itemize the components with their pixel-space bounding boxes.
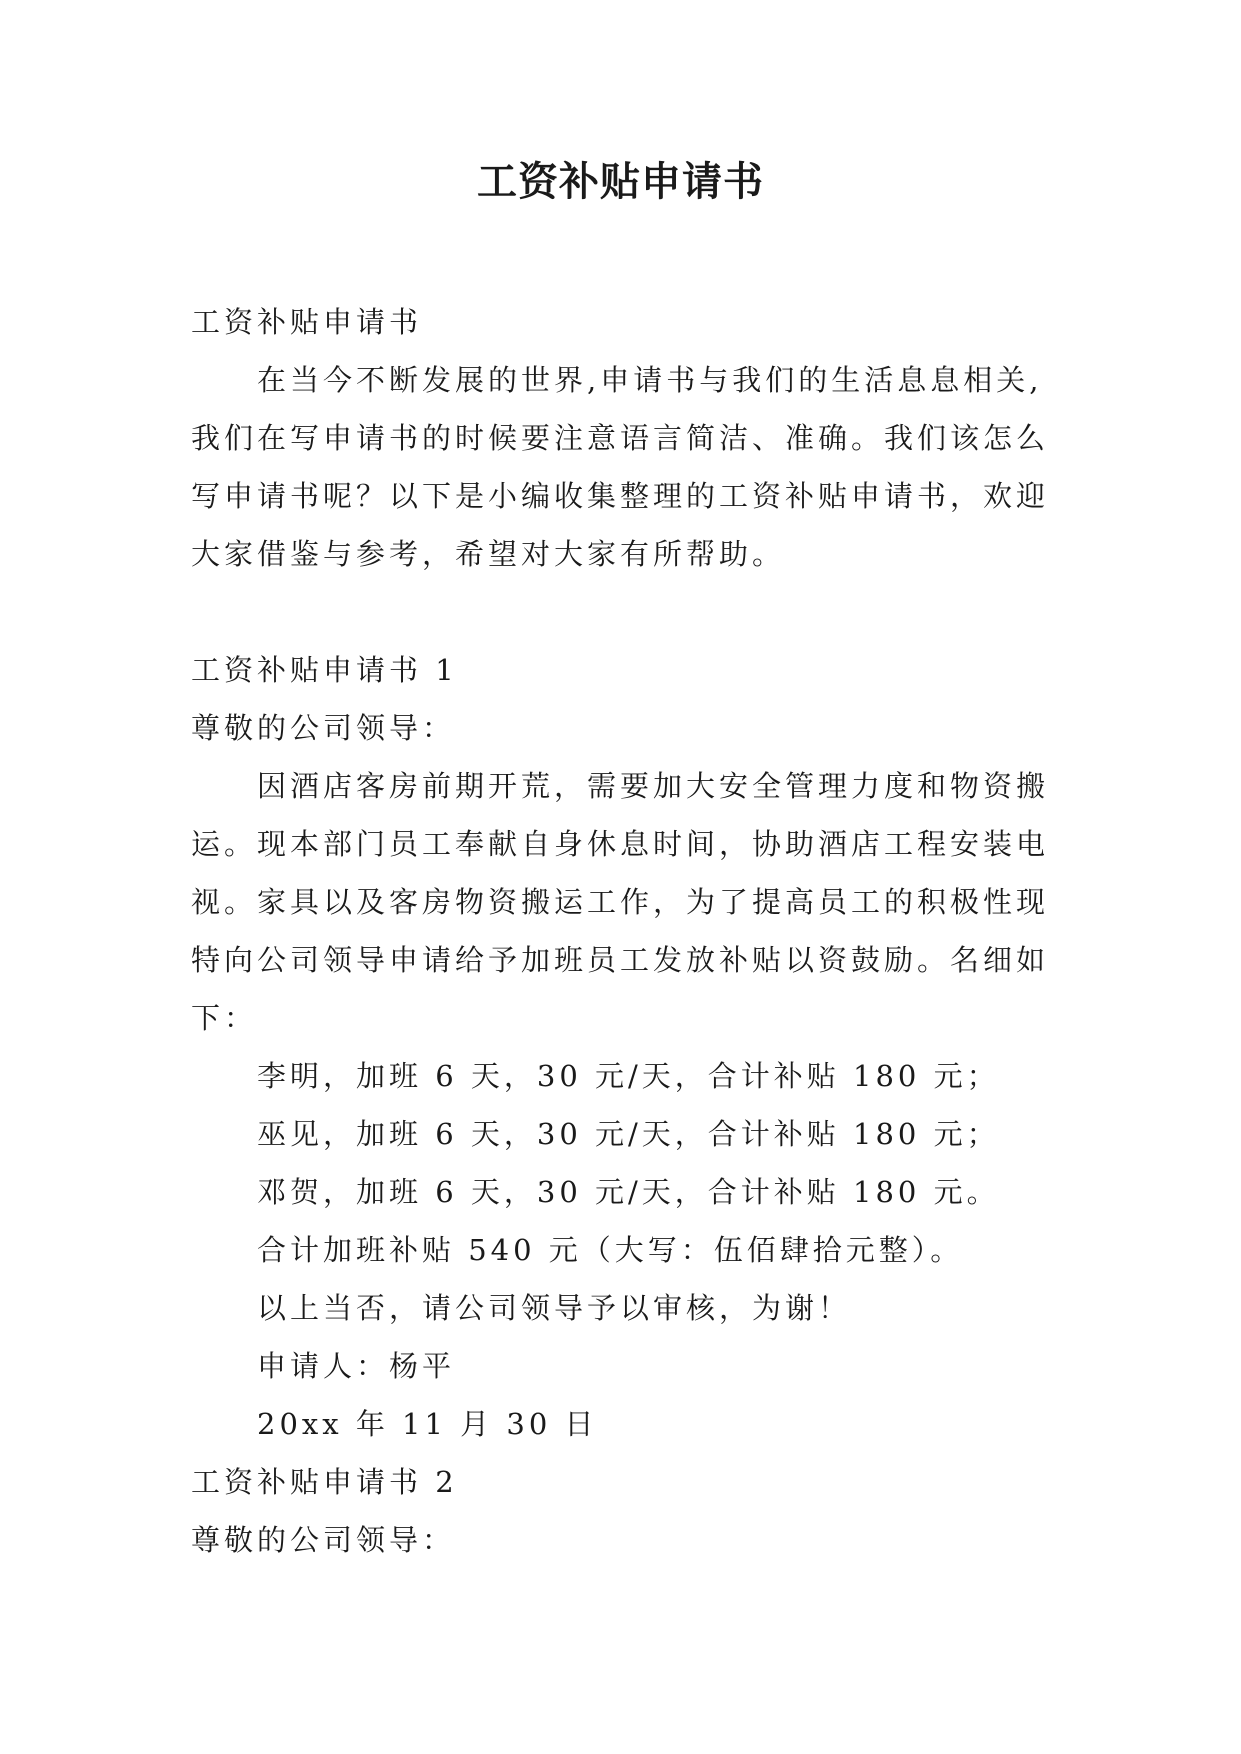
closing-remark: 以上当否，请公司领导予以审核，为谢！ (257, 1291, 852, 1325)
section2-salutation: 尊敬的公司领导： (191, 1523, 456, 1557)
applicant: 申请人：杨平 (257, 1349, 456, 1383)
intro-line: 写申请书呢？以下是小编收集整理的工资补贴申请书，欢迎 (191, 479, 1050, 513)
allowance-item: 邓贺，加班 6 天，30 元/天，合计补贴 180 元。 (257, 1175, 1000, 1209)
blank-line (191, 583, 1061, 641)
intro-line: 在当今不断发展的世界,申请书与我们的生活息息相关, (257, 363, 1043, 397)
allowance-item: 李明，加班 6 天，30 元/天，合计补贴 180 元； (257, 1059, 1000, 1093)
section1-heading: 工资补贴申请书 1 (191, 653, 458, 687)
section1-body-line: 下： (191, 1001, 258, 1035)
section1-body-line: 运。现本部门员工奉献自身休息时间，协助酒店工程安装电 (191, 827, 1050, 861)
intro-heading: 工资补贴申请书 (191, 305, 423, 339)
section1-body-line: 特向公司领导申请给予加班员工发放补贴以资鼓励。名细如 (191, 943, 1050, 977)
section1-salutation: 尊敬的公司领导： (191, 711, 456, 745)
document-body (191, 293, 1061, 1569)
section1-body-line: 因酒店客房前期开荒，需要加大安全管理力度和物资搬 (257, 769, 1050, 803)
application-date: 20xx 年 11 月 30 日 (257, 1407, 598, 1441)
document-title: 工资补贴申请书 (477, 158, 764, 205)
intro-line: 我们在写申请书的时候要注意语言简洁、准确。我们该怎么 (191, 421, 1050, 455)
section1-body-line: 视。家具以及客房物资搬运工作，为了提高员工的积极性现 (191, 885, 1050, 919)
intro-line: 大家借鉴与参考，希望对大家有所帮助。 (191, 537, 786, 571)
allowance-item: 巫见，加班 6 天，30 元/天，合计补贴 180 元； (257, 1117, 1000, 1151)
section2-heading: 工资补贴申请书 2 (191, 1465, 458, 1499)
allowance-total: 合计加班补贴 540 元（大写：伍佰肆拾元整）。 (257, 1233, 964, 1267)
